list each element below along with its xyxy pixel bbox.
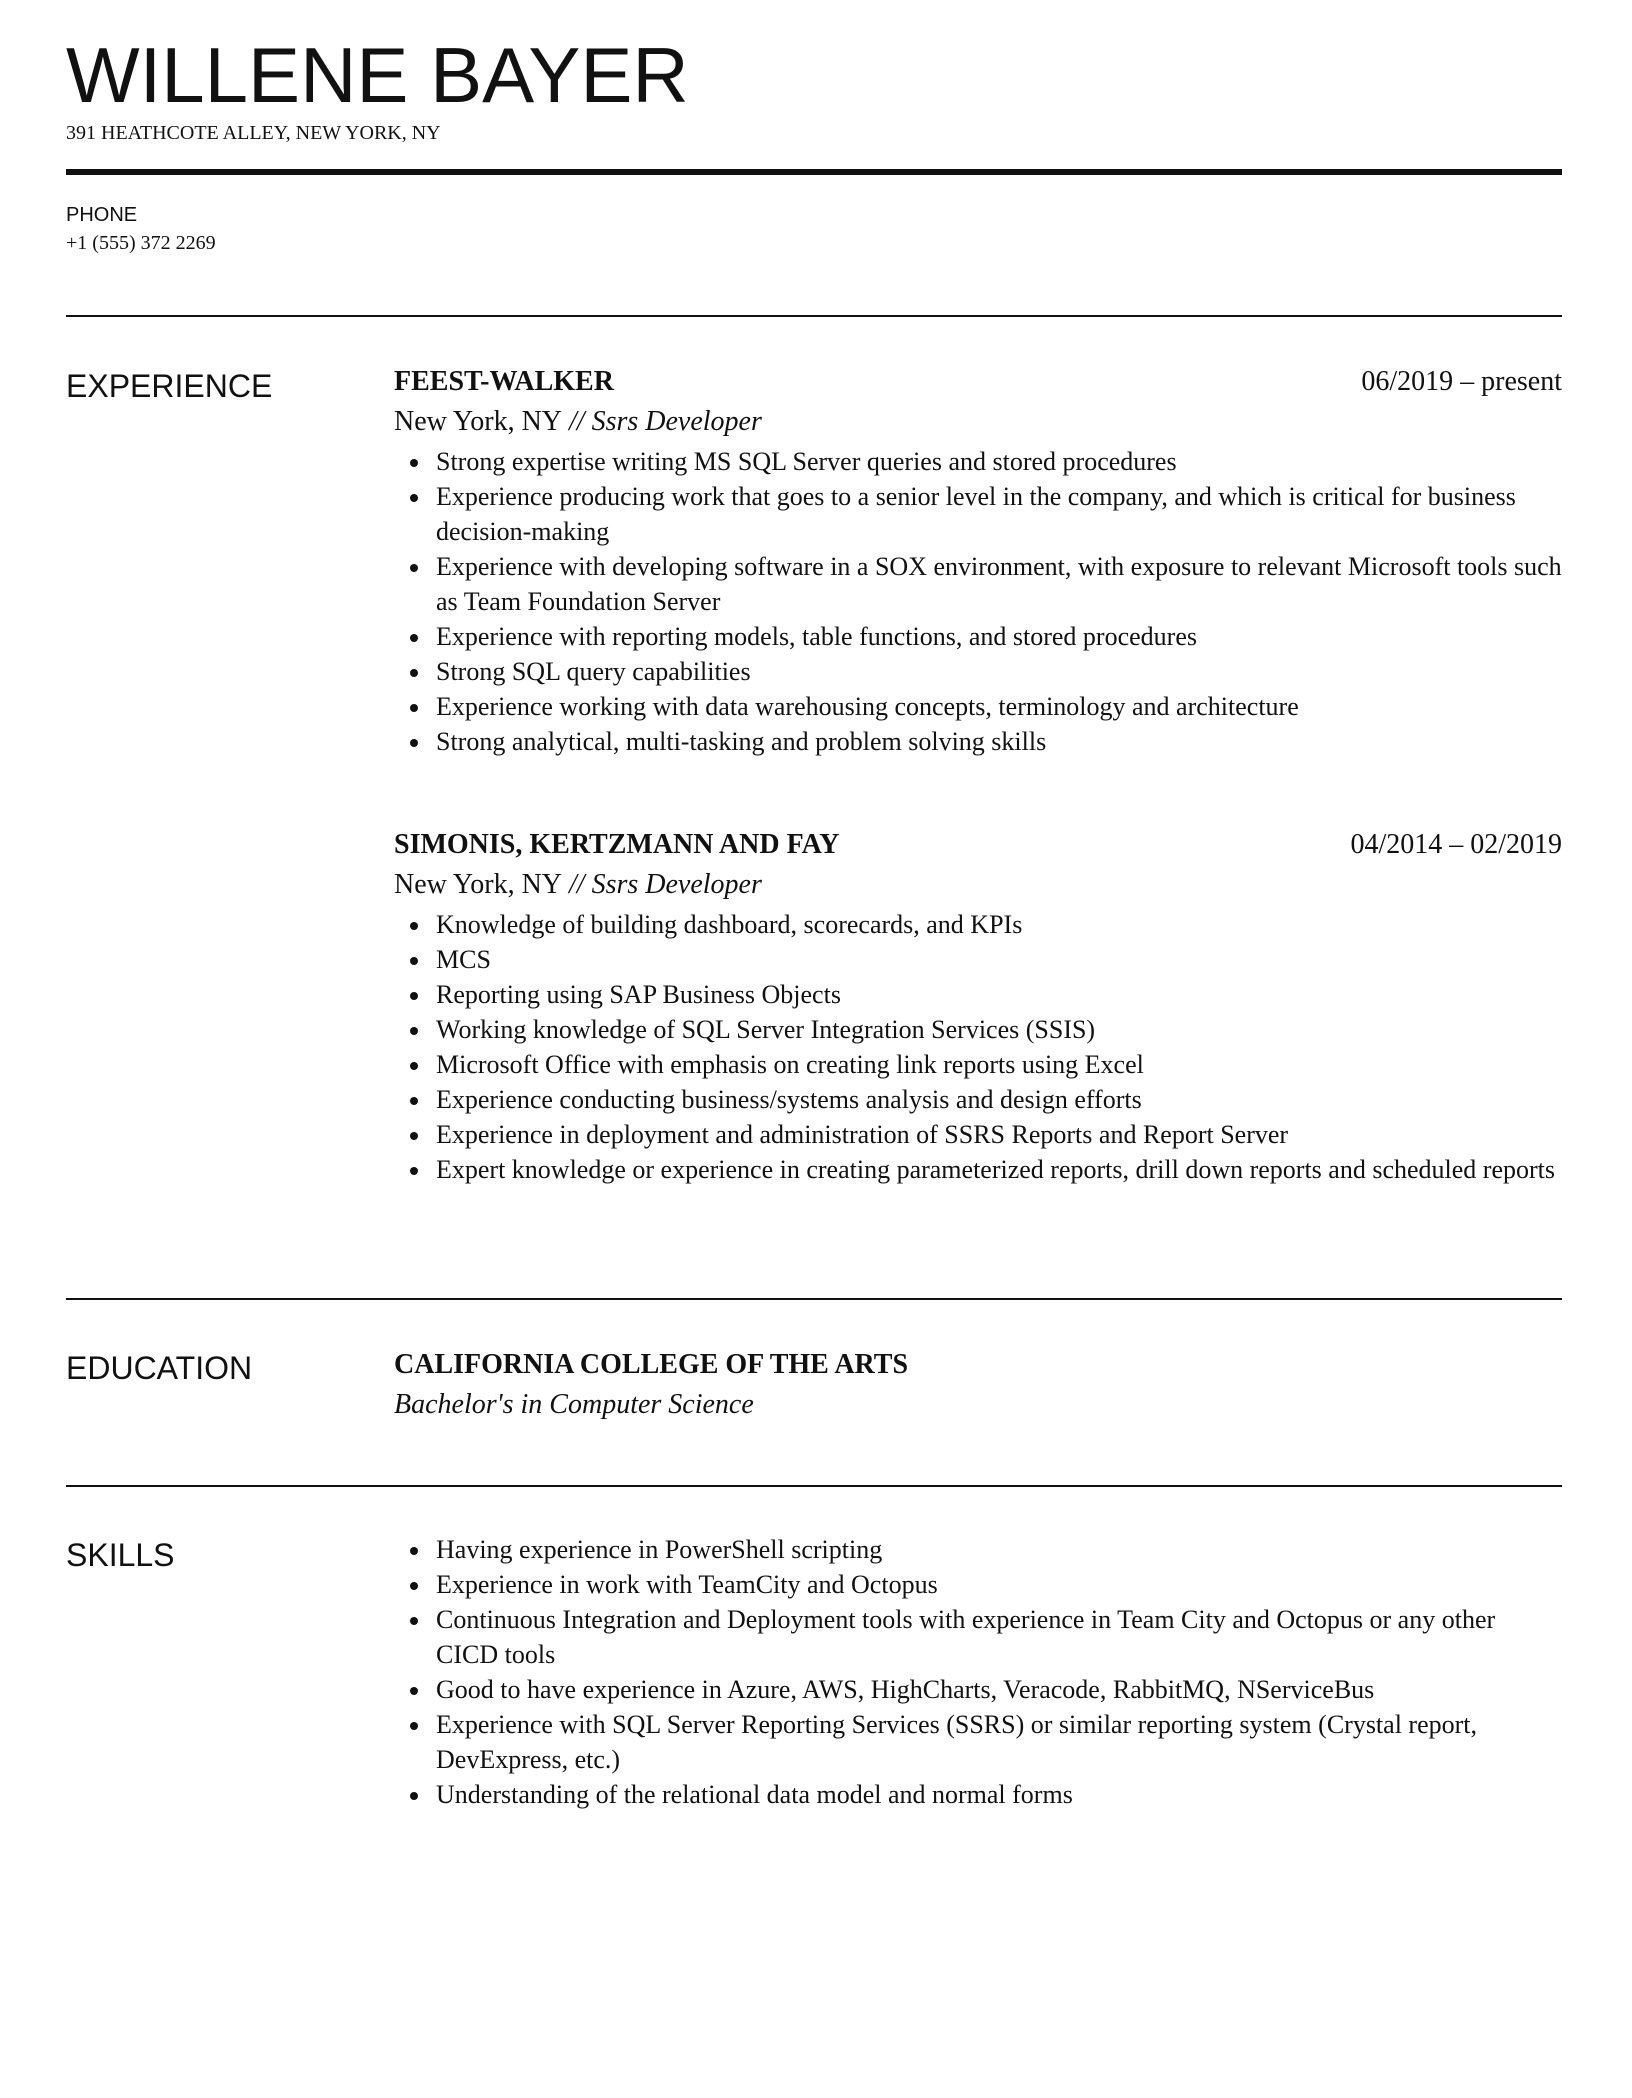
experience-entry-1: [394, 362, 1562, 759]
list-item: Strong analytical, multi-tasking and problem solving skills: [436, 724, 1562, 759]
education-divider: [66, 1485, 1562, 1487]
list-item: Reporting using SAP Business Objects: [436, 977, 1562, 1012]
list-item: Experience working with data warehousing concepts, terminology and architecture: [436, 689, 1562, 724]
list-item: Experience with reporting models, table functions, and stored procedures: [436, 619, 1562, 654]
education-degree-line: [394, 1385, 1562, 1425]
job-location: New York, NY: [394, 406, 563, 437]
experience-section-title: EXPERIENCE: [66, 368, 273, 404]
job-dates: 06/2019 – present: [1361, 366, 1562, 397]
experience-divider: [66, 1298, 1562, 1300]
education-section-title: EDUCATION: [66, 1350, 253, 1386]
skills-entry: [394, 1532, 1562, 1812]
list-item: Strong expertise writing MS SQL Server queries and stored procedures: [436, 444, 1562, 479]
list-item: Expert knowledge or experience in creating parameterized reports, drill down reports and scheduled reports: [436, 1152, 1562, 1187]
list-item: Experience in work with TeamCity and Octopus: [436, 1567, 1562, 1602]
list-item: Microsoft Office with emphasis on creating link reports using Excel: [436, 1047, 1562, 1082]
job-separator: //: [562, 406, 592, 437]
list-item: Good to have experience in Azure, AWS, HighCharts, Veracode, RabbitMQ, NServiceBus: [436, 1672, 1562, 1707]
job-location-role: [394, 402, 1562, 442]
contact-divider: [66, 315, 1562, 317]
list-item: Experience producing work that goes to a senior level in the company, and which is critical for business decision-making: [436, 479, 1562, 549]
education-school: CALIFORNIA COLLEGE OF THE ARTS: [394, 1349, 909, 1380]
candidate-name: WILLENE BAYER: [66, 31, 689, 119]
list-item: Experience conducting business/systems analysis and design efforts: [436, 1082, 1562, 1117]
list-item: Having experience in PowerShell scripting: [436, 1532, 1562, 1567]
job-location-role: [394, 865, 1562, 905]
list-item: Strong SQL query capabilities: [436, 654, 1562, 689]
list-item: Experience in deployment and administration of SSRS Reports and Report Server: [436, 1117, 1562, 1152]
list-item: MCS: [436, 942, 1562, 977]
phone-value: +1 (555) 372 2269: [66, 232, 216, 254]
list-item: Experience with developing software in a SOX environment, with exposure to relevant Microsoft tools such as Team Foundation Server: [436, 549, 1562, 619]
job-location: New York, NY: [394, 869, 563, 900]
education-entry: [394, 1345, 1562, 1425]
job-dates: 04/2014 – 02/2019: [1350, 829, 1562, 860]
list-item: Working knowledge of SQL Server Integration Services (SSIS): [436, 1012, 1562, 1047]
job-company: SIMONIS, KERTZMANN AND FAY: [394, 829, 840, 860]
skills-list: [394, 1532, 1562, 1812]
header-divider: [66, 169, 1562, 175]
job-company: FEEST-WALKER: [394, 366, 614, 397]
experience-entry-2: [394, 825, 1562, 1187]
resume-page: [66, 0, 1562, 2098]
list-item: Knowledge of building dashboard, scorecards, and KPIs: [436, 907, 1562, 942]
candidate-address: 391 HEATHCOTE ALLEY, NEW YORK, NY: [66, 122, 441, 144]
list-item: Continuous Integration and Deployment tools with experience in Team City and Octopus or any other CICD tools: [436, 1602, 1562, 1672]
job-bullets: [394, 907, 1562, 1187]
job-role: Ssrs Developer: [591, 406, 762, 437]
list-item: Experience with SQL Server Reporting Services (SSRS) or similar reporting system (Crystal report, DevExpress, etc.): [436, 1707, 1562, 1777]
phone-label: PHONE: [66, 204, 138, 226]
list-item: Understanding of the relational data model and normal forms: [436, 1777, 1562, 1812]
skills-section-title: SKILLS: [66, 1537, 175, 1573]
education-degree: Bachelor's in Computer Science: [394, 1389, 754, 1420]
job-separator: //: [562, 869, 592, 900]
job-bullets: [394, 444, 1562, 759]
job-role: Ssrs Developer: [591, 869, 762, 900]
